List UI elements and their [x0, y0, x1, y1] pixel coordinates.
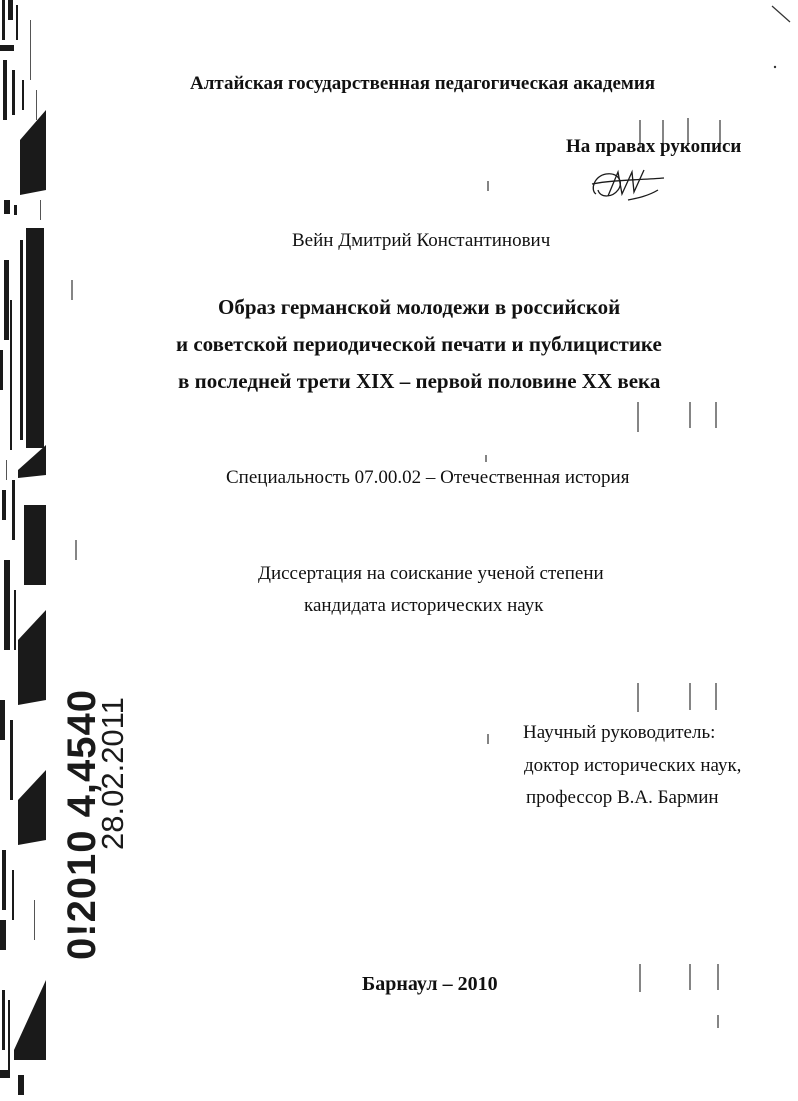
city-year: Барнаул – 2010 [362, 973, 498, 995]
degree-line-1: Диссертация на соискание ученой степени [258, 563, 604, 584]
document-page: 0!2010 4,4540 28.02.2011 Алтайская государственная педагогическая академия На правах рукописи Вейн Дмитрий Константинович Образ германской молодежи в российской и советской периодической печати и публицистике в последней трети XIX – первой половине XX века Специальность 07.00.02 – Отечественная история Диссертация на соискание ученой степени кандидата исторических наук Научный руководитель: доктор исторических наук, профессор В.А. Бармин Барнаул – 2010 [0, 0, 798, 1101]
institution-name: Алтайская государственная педагогическая академия [190, 73, 656, 94]
dissertation-title-line-1: Образ германской молодежи в российской [218, 295, 621, 319]
scan-margin [0, 0, 60, 1101]
barcode-strip [0, 0, 52, 1101]
advisor-degree: доктор исторических наук, [524, 755, 742, 776]
advisor-label: Научный руководитель: [523, 722, 716, 743]
specialty-line: Специальность 07.00.02 – Отечественная история [226, 467, 630, 488]
manuscript-rights-note: На правах рукописи [566, 136, 742, 157]
advisor-name: профессор В.А. Бармин [526, 787, 719, 808]
degree-line-2: кандидата исторических наук [304, 595, 544, 616]
dissertation-title-line-3: в последней трети XIX – первой половине XX века [178, 369, 661, 393]
author-name: Вейн Дмитрий Константинович [292, 230, 551, 251]
signature-mark [588, 160, 668, 208]
dissertation-title-line-2: и советской периодической печати и публицистике [176, 332, 662, 356]
